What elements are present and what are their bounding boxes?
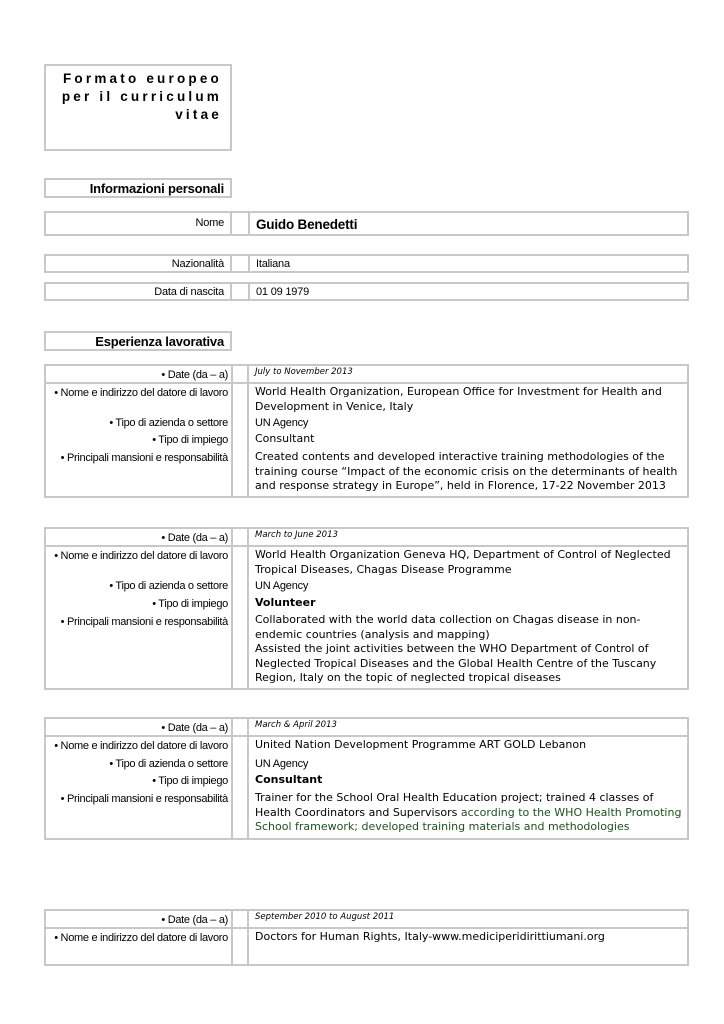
job-1-date-label: • Date (da – a) — [161, 369, 228, 381]
cv-title-box — [44, 64, 232, 151]
job-2-job: Volunteer — [255, 596, 316, 609]
job-4-employer: Doctors for Human Rights, Italy-www.mediciperidirittiumani.org — [255, 930, 605, 943]
job-3-job-label: • Tipo di impiego — [152, 775, 228, 787]
job-2-duties: Collaborated with the world data collection on Chagas disease in non-endemic countries (analysis and mapping) Assisted the joint activities between the WHO Department of Control of Neglected Tropical Diseases and the Global Health Centre of the Tuscany Region, Italy on the topic of neglected tropical diseases — [255, 613, 657, 684]
job-2-employer-label: • Nome e indirizzo del datore di lavoro — [54, 550, 228, 562]
nome-gap — [232, 213, 250, 234]
nazionalita-value: Italiana — [256, 258, 290, 270]
job-2-sector-label: • Tipo di azienda o settore — [109, 580, 228, 592]
job-1-duties-label: • Principali mansioni e responsabilità — [60, 452, 228, 464]
job-3-date-label: • Date (da – a) — [161, 722, 228, 734]
job-2-job-label: • Tipo di impiego — [152, 598, 228, 610]
experience-header: Esperienza lavorativa — [44, 331, 232, 351]
job-4-date: September 2010 to August 2011 — [255, 912, 395, 922]
nazionalita-row — [44, 254, 689, 273]
job-1-employer: World Health Organization, European Office for Investment for Health and Development in Venice, Italy — [255, 385, 662, 413]
job-3-employer-label: • Nome e indirizzo del datore di lavoro — [54, 740, 228, 752]
job-4-date-label: • Date (da – a) — [161, 914, 228, 926]
personal-info-header: Informazioni personali — [44, 178, 232, 198]
job-3-duties-label: • Principali mansioni e responsabilità — [60, 793, 228, 805]
job-4-employer-label: • Nome e indirizzo del datore di lavoro — [54, 932, 228, 944]
job-3-job: Consultant — [255, 773, 323, 786]
nome-row — [44, 211, 689, 236]
cv-title-line-3: vitae — [175, 107, 222, 122]
nome-value: Guido Benedetti — [256, 217, 358, 232]
nascita-row — [44, 282, 689, 301]
job-2-date: March to June 2013 — [255, 530, 338, 540]
job-1-job: Consultant — [255, 432, 315, 445]
job-1-sector: UN Agency — [255, 417, 309, 429]
job-2-duties-label: • Principali mansioni e responsabilità — [60, 616, 228, 628]
nazionalita-gap — [232, 256, 250, 271]
job-1-job-label: • Tipo di impiego — [152, 434, 228, 446]
nascita-label: Data di nascita — [46, 284, 232, 299]
nazionalita-label: Nazionalità — [46, 256, 232, 271]
job-entry-4 — [44, 909, 689, 966]
job-3-duties-part-b: according to the WHO Health Promoting School framework; developed training materials and methodologies — [255, 805, 682, 833]
nascita-value: 01 09 1979 — [256, 286, 310, 298]
cv-title-line-1: Formato europeo — [62, 71, 222, 86]
cv-title-line-2: per il curriculum — [61, 89, 222, 104]
job-entry-2 — [44, 527, 689, 690]
job-3-duties — [255, 791, 685, 835]
job-3-duties-part-a: Trainer for the School Oral Health Education project; trained 4 classes of Health Coordinators and Supervisors — [255, 791, 654, 819]
job-3-employer: United Nation Development Programme ART GOLD Lebanon — [255, 738, 587, 751]
job-1-sector-label: • Tipo di azienda o settore — [109, 417, 228, 429]
job-2-date-label: • Date (da – a) — [161, 532, 228, 544]
job-2-employer: World Health Organization Geneva HQ, Department of Control of Neglected Tropical Diseases, Chagas Disease Programme — [255, 548, 671, 576]
job-1-employer-label: • Nome e indirizzo del datore di lavoro — [54, 387, 228, 399]
job-entry-1 — [44, 364, 689, 498]
nome-label: Nome — [46, 213, 232, 234]
job-1-duties: Created contents and developed interactive training methodologies of the training course “Impact of the economic crisis on the determinants of health and response strategy in Europe”, held in Florence, 17-22 November 2013 — [255, 450, 678, 492]
job-3-sector: UN Agency — [255, 758, 309, 770]
job-3-date: March & April 2013 — [255, 720, 337, 730]
job-3-sector-label: • Tipo di azienda o settore — [109, 758, 228, 770]
job-1-date: July to November 2013 — [255, 367, 353, 377]
nascita-gap — [232, 284, 250, 299]
job-2-sector: UN Agency — [255, 580, 309, 592]
job-entry-3 — [44, 717, 689, 840]
